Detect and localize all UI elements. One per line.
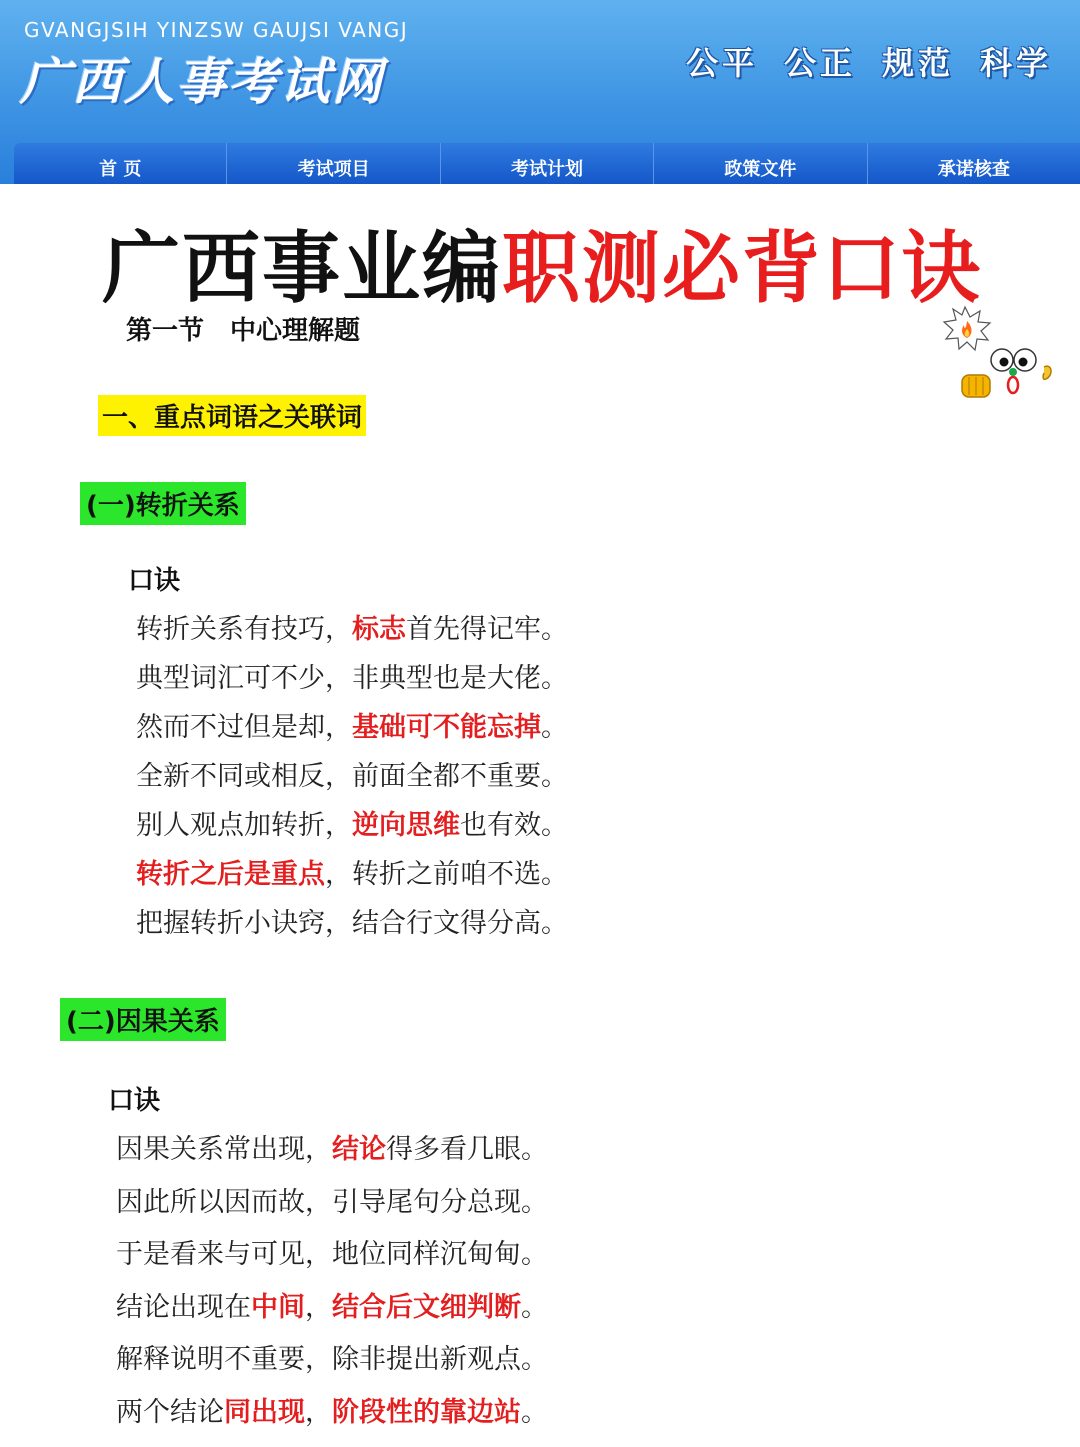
mnemonic-line — [116, 1185, 548, 1238]
title-red-part: 职测必背口诀 — [502, 224, 982, 314]
verse-text: ，转折之前咱不选。 — [325, 859, 568, 890]
document-title — [102, 206, 982, 318]
verse-text: 。 — [541, 712, 568, 743]
verse-text: 转折关系有技巧， — [136, 614, 352, 645]
mnemonic-verse-block — [136, 612, 568, 955]
highlight-text: 结合后文细判断 — [332, 1292, 521, 1323]
mnemonic-line — [116, 1342, 548, 1395]
highlight-text: 中间 — [251, 1292, 305, 1323]
verse-text: 得多看几眼。 — [386, 1134, 548, 1165]
nav-item-home[interactable]: 首 页 — [14, 143, 227, 184]
verse-text: 首先得记牢。 — [406, 614, 568, 645]
verse-text: 把握转折小诀窍，结合行文得分高。 — [136, 908, 568, 939]
verse-text: 。 — [521, 1292, 548, 1323]
highlight-text: 结论 — [332, 1134, 386, 1165]
mnemonic-line — [136, 612, 568, 661]
mnemonic-line — [116, 1132, 548, 1185]
motto-word: 科学 — [980, 38, 1052, 84]
mnemonic-line — [136, 808, 568, 857]
subsection-heading: (二)因果关系 — [60, 998, 226, 1041]
fist-icon — [962, 375, 990, 397]
ear-icon — [1043, 366, 1051, 379]
site-header — [0, 0, 1080, 184]
subsection-heading: (一)转折关系 — [80, 482, 246, 525]
verse-text: 因此所以因而故，引导尾句分总现。 — [116, 1187, 548, 1218]
mnemonic-line — [116, 1237, 548, 1290]
nav-item-commitment-check[interactable]: 承诺核查 — [868, 143, 1080, 184]
motto-word: 规范 — [882, 38, 954, 84]
verse-text: 全新不同或相反，前面全都不重要。 — [136, 761, 568, 792]
verse-text: 然而不过但是却， — [136, 712, 352, 743]
googly-eyes-icon — [991, 349, 1036, 393]
verse-text: 结论出现在 — [116, 1292, 251, 1323]
highlight-text: 基础可不能忘掉 — [352, 712, 541, 743]
mnemonic-label: 口诀 — [108, 1080, 160, 1117]
site-logo-text[interactable]: 广西人事考试网 — [20, 42, 384, 114]
highlight-text: 同出现 — [224, 1397, 305, 1428]
highlight-text: 阶段性的靠边站 — [332, 1397, 521, 1428]
verse-text: 因果关系常出现， — [116, 1134, 332, 1165]
fire-icon — [944, 307, 990, 350]
verse-text: ， — [305, 1397, 332, 1428]
nav-item-exam-items[interactable]: 考试项目 — [227, 143, 440, 184]
highlight-text: 转折之后是重点 — [136, 859, 325, 890]
verse-text: 别人观点加转折， — [136, 810, 352, 841]
mnemonic-label: 口诀 — [128, 560, 180, 597]
highlight-text: 逆向思维 — [352, 810, 460, 841]
title-black-part: 广西事业编 — [102, 224, 502, 314]
mnemonic-line — [116, 1290, 548, 1343]
verse-text: 。 — [521, 1397, 548, 1428]
motto-word: 公平 — [686, 38, 758, 84]
verse-text: 典型词汇可不少，非典型也是大佬。 — [136, 663, 568, 694]
section-heading: 第一节 中心理解题 — [126, 310, 360, 347]
site-motto — [686, 38, 1052, 84]
nav-item-exam-plans[interactable]: 考试计划 — [441, 143, 654, 184]
mnemonic-line — [116, 1395, 548, 1447]
nav-item-policy-docs[interactable]: 政策文件 — [654, 143, 867, 184]
site-pinyin: GVANGJSIH YINZSW GAUJSI VANGJ — [24, 18, 408, 42]
nav-bar — [14, 143, 1080, 184]
mnemonic-line — [136, 857, 568, 906]
verse-text: 也有效。 — [460, 810, 568, 841]
verse-text: 于是看来与可见，地位同样沉甸甸。 — [116, 1239, 548, 1270]
verse-text: 解释说明不重要，除非提出新观点。 — [116, 1344, 548, 1375]
mnemonic-line — [136, 759, 568, 808]
sticker-decoration — [940, 305, 1060, 405]
motto-word: 公正 — [784, 38, 856, 84]
verse-text: 两个结论 — [116, 1397, 224, 1428]
mnemonic-line — [136, 906, 568, 955]
mnemonic-line — [136, 710, 568, 759]
mnemonic-line — [136, 661, 568, 710]
mnemonic-verse-block — [116, 1132, 548, 1447]
verse-text: ， — [305, 1292, 332, 1323]
highlight-text: 标志 — [352, 614, 406, 645]
keyword-heading: 一、重点词语之关联词 — [98, 395, 366, 436]
